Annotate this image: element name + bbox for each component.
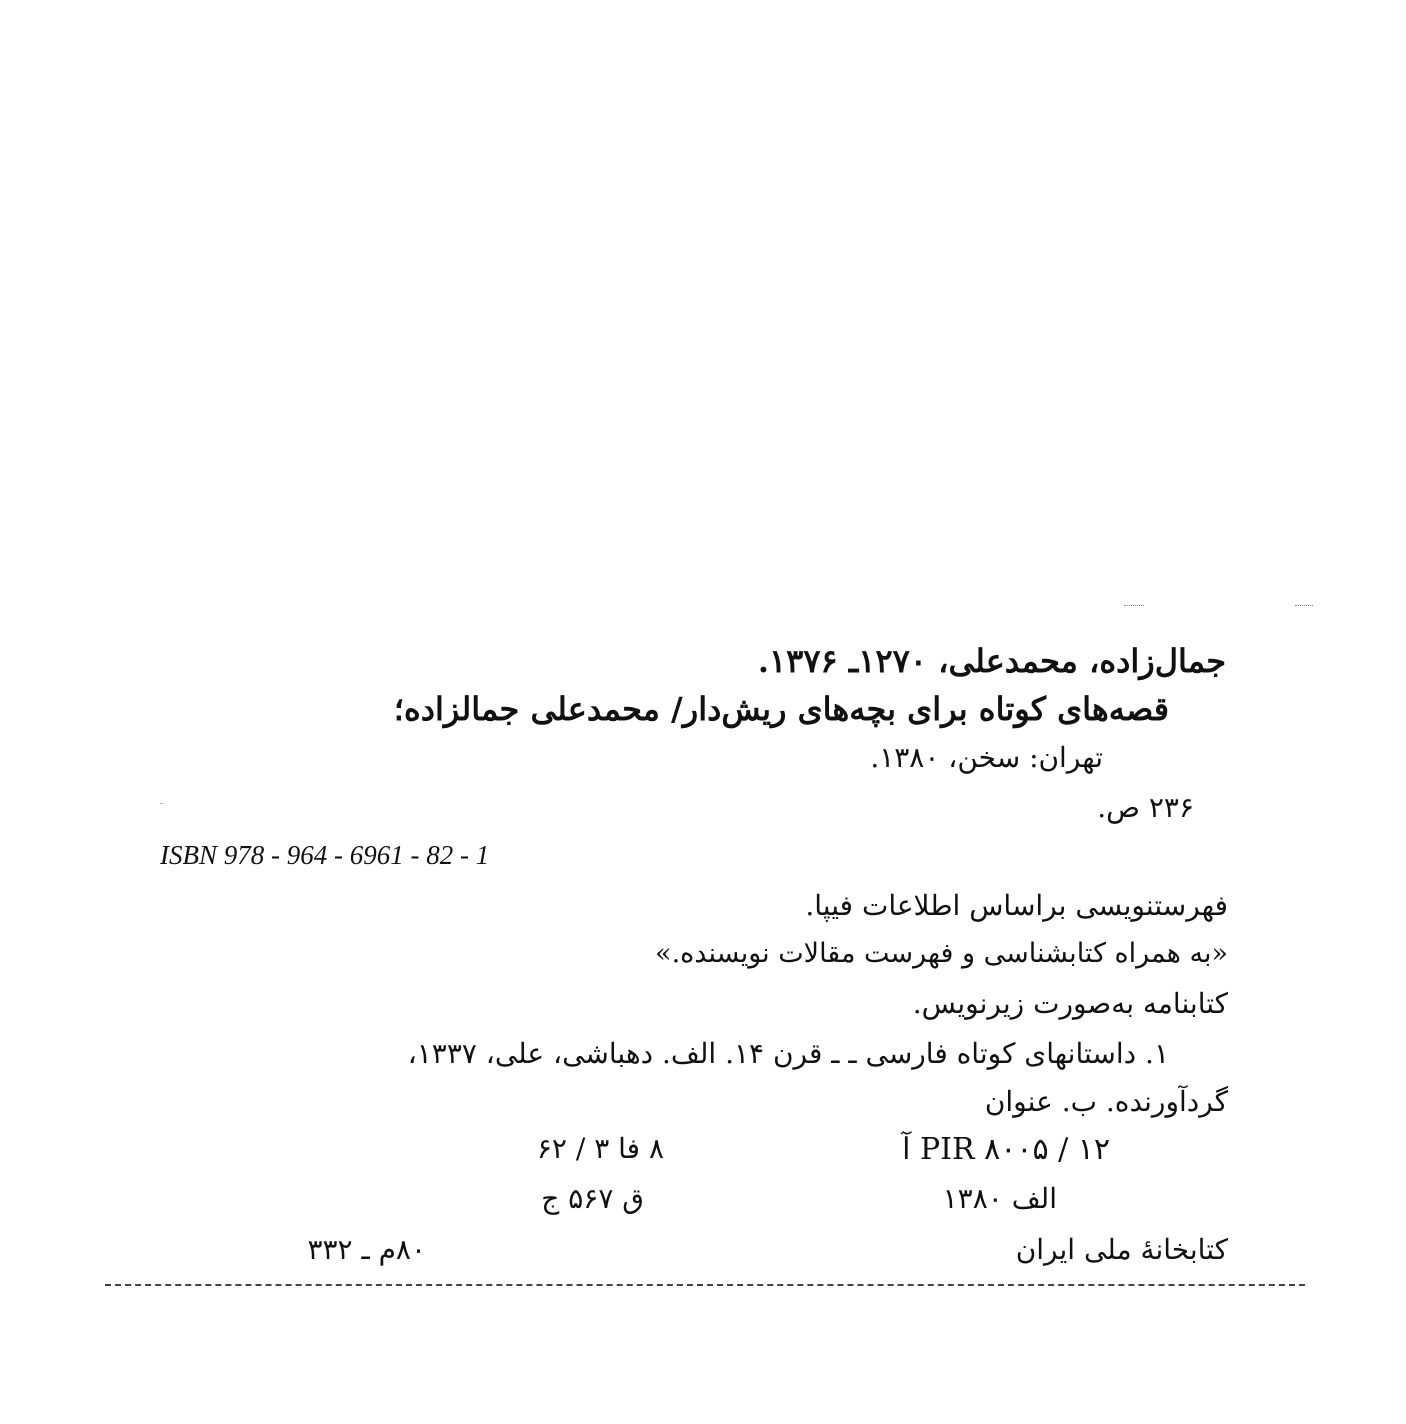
page-count: ۲۳۶ ص. bbox=[1097, 791, 1194, 824]
footnote-note: کتابنامه به‌صورت زیرنویس. bbox=[912, 987, 1228, 1020]
bottom-rule bbox=[105, 1284, 1305, 1286]
scan-speck bbox=[1124, 605, 1144, 606]
dewey-cutter: ق ۵۶۷ ج bbox=[541, 1182, 644, 1215]
imprint: تهران: سخن، ۱۳۸۰. bbox=[870, 741, 1103, 774]
bibliography-note: «به همراه کتابشناسی و فهرست مقالات نویسنده.» bbox=[655, 938, 1228, 969]
library-record-number: ۸۰م ـ ۳۳۲ bbox=[307, 1233, 426, 1266]
isbn: ISBN 978 - 964 - 6961 - 82 - 1 bbox=[160, 840, 490, 870]
subject-entry-continued: گردآورنده. ب. عنوان bbox=[984, 1085, 1228, 1118]
lc-call-number: PIR ۸۰۰۵ / ۱۲ آ bbox=[902, 1132, 1110, 1167]
subject-entry: ۱. داستانهای کوتاه فارسی ـ ـ قرن ۱۴. الف. دهباشی، علی، ۱۳۳۷، bbox=[407, 1037, 1169, 1070]
scan-speck bbox=[160, 803, 163, 804]
author-heading: جمال‌زاده، محمدعلی، ۱۲۷۰ـ ۱۳۷۶. bbox=[757, 642, 1226, 680]
scan-speck bbox=[1295, 605, 1313, 606]
title-statement: قصه‌های کوتاه برای بچه‌های ریش‌دار/ محمدعلی جمالزاده؛ bbox=[393, 690, 1169, 728]
library-name: کتابخانهٔ ملی ایران bbox=[1015, 1233, 1228, 1266]
lc-call-number-year: الف ۱۳۸۰ bbox=[942, 1182, 1057, 1215]
dewey-number: ۸ فا ۳ / ۶۲ bbox=[536, 1132, 664, 1165]
fipa-note: فهرستنویسی براساس اطلاعات فیپا. bbox=[805, 889, 1228, 922]
